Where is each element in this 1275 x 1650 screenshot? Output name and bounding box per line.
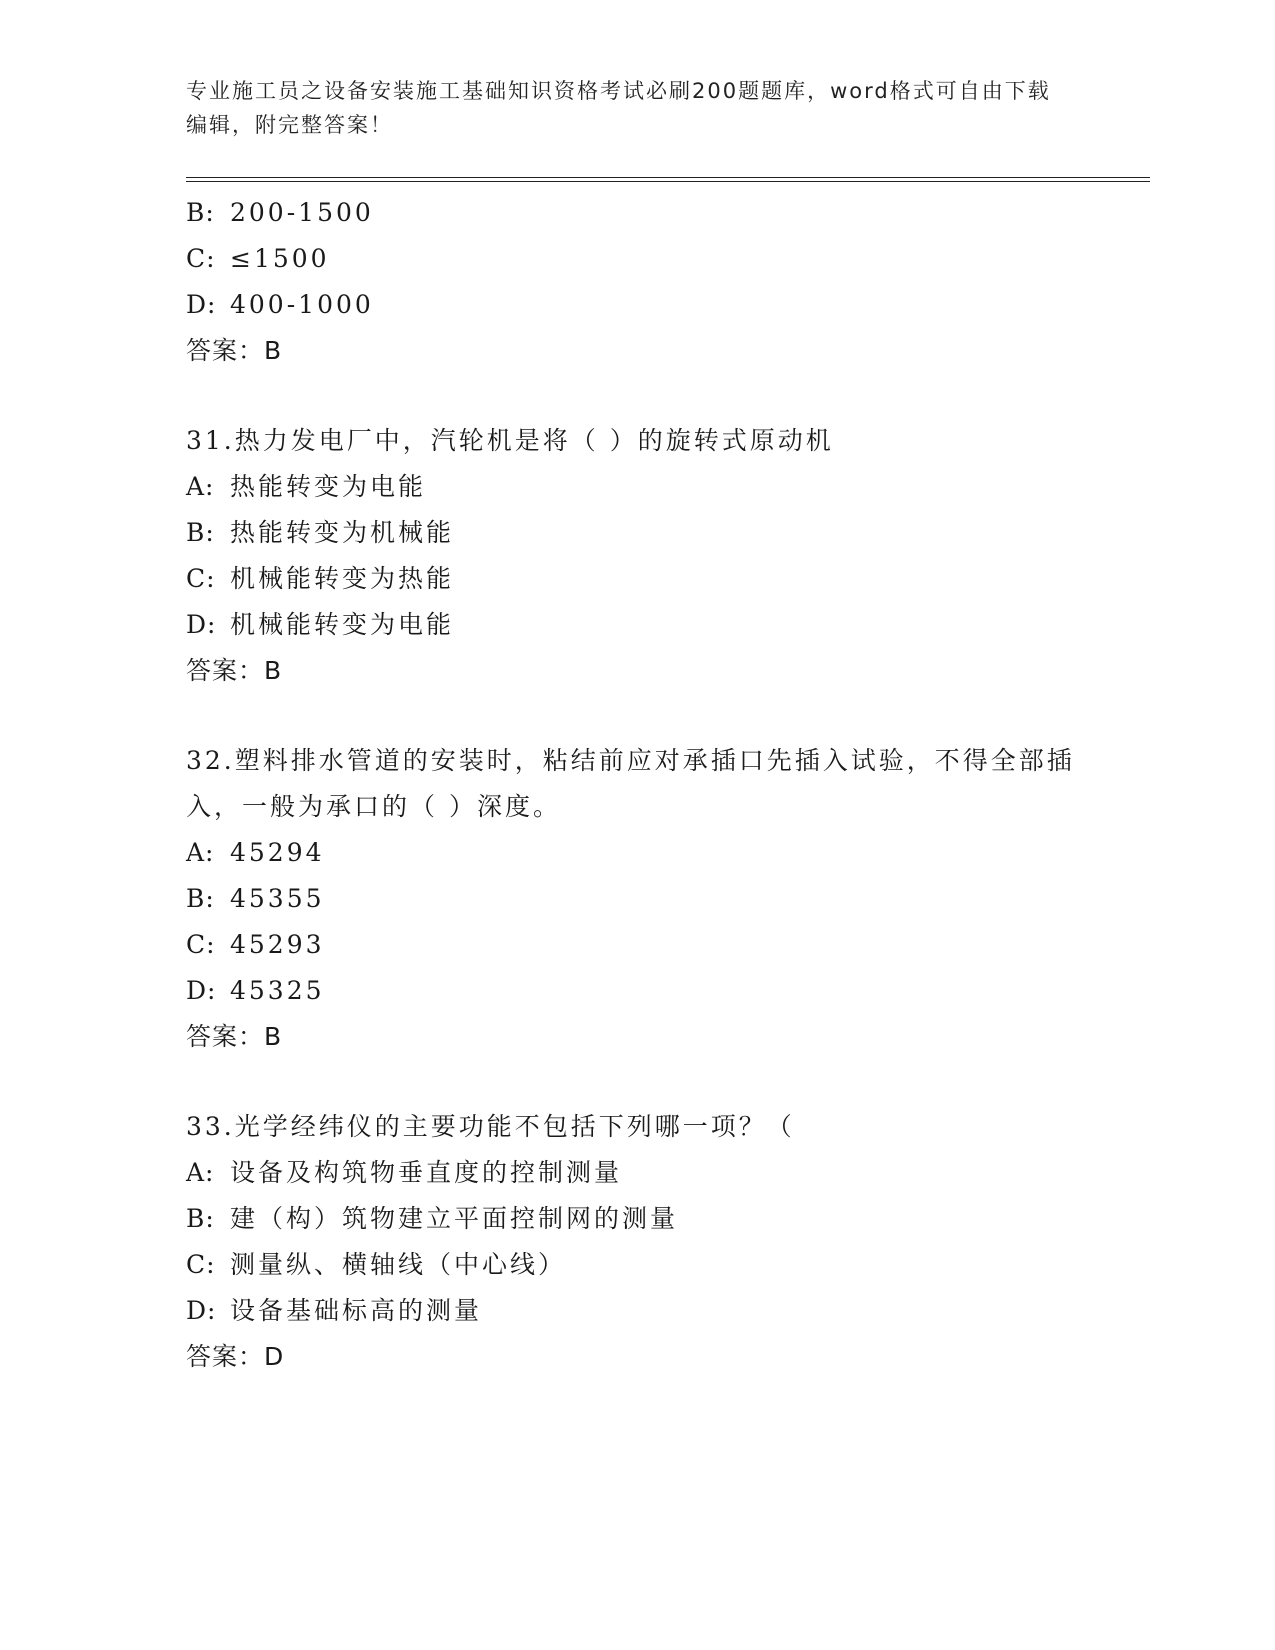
option-row bbox=[186, 968, 1126, 1014]
option-row bbox=[186, 282, 1126, 328]
option-text: 设备基础标高的测量 bbox=[230, 1296, 483, 1325]
answer-line: 答案：D bbox=[186, 1342, 285, 1371]
option-key: B: bbox=[186, 198, 215, 227]
option-row bbox=[186, 922, 1126, 968]
question-block-30-tail bbox=[186, 190, 1126, 374]
header-divider bbox=[186, 177, 1150, 182]
question-stem: 33.光学经纬仪的主要功能不包括下列哪一项？（ bbox=[186, 1112, 795, 1141]
option-key: C: bbox=[186, 930, 216, 959]
question-list bbox=[186, 190, 1126, 1380]
option-row bbox=[186, 602, 1126, 648]
option-row bbox=[186, 236, 1126, 282]
option-text: 45355 bbox=[230, 884, 325, 913]
option-text: 建（构）筑物建立平面控制网的测量 bbox=[230, 1204, 679, 1233]
option-text: 200-1500 bbox=[230, 198, 374, 227]
option-text: 设备及构筑物垂直度的控制测量 bbox=[230, 1158, 623, 1187]
option-row bbox=[186, 556, 1126, 602]
option-key: C: bbox=[186, 564, 216, 593]
option-key: C: bbox=[186, 1250, 216, 1279]
question-stem: 32.塑料排水管道的安装时，粘结前应对承插口先插入试验，不得全部插入，一般为承口的（ ）深度。 bbox=[186, 746, 1075, 821]
option-text: 400-1000 bbox=[230, 290, 374, 319]
answer-line: 答案：B bbox=[186, 1022, 283, 1051]
option-row bbox=[186, 464, 1126, 510]
option-text: 热能转变为机械能 bbox=[230, 518, 455, 547]
option-text: 测量纵、横轴线（中心线） bbox=[230, 1250, 567, 1279]
option-text: 机械能转变为热能 bbox=[230, 564, 455, 593]
option-row bbox=[186, 190, 1126, 236]
question-block-31 bbox=[186, 418, 1126, 694]
option-key: B: bbox=[186, 1204, 215, 1233]
header-text: 专业施工员之设备安装施工基础知识资格考试必刷200题题库，word格式可自由下载编辑，附完整答案！ bbox=[186, 79, 1051, 137]
option-key: A: bbox=[186, 472, 215, 501]
option-key: C: bbox=[186, 244, 216, 273]
option-text: 机械能转变为电能 bbox=[230, 610, 455, 639]
answer-line: 答案：B bbox=[186, 656, 283, 685]
option-row bbox=[186, 830, 1126, 876]
option-key: B: bbox=[186, 884, 215, 913]
question-stem: 31.热力发电厂中，汽轮机是将（ ）的旋转式原动机 bbox=[186, 426, 834, 455]
option-key: A: bbox=[186, 1158, 215, 1187]
option-row bbox=[186, 876, 1126, 922]
option-text: ≤1500 bbox=[230, 244, 330, 273]
option-text: 热能转变为电能 bbox=[230, 472, 427, 501]
option-key: B: bbox=[186, 518, 215, 547]
option-key: D: bbox=[186, 290, 217, 319]
question-block-33 bbox=[186, 1104, 1126, 1380]
option-key: D: bbox=[186, 1296, 217, 1325]
option-text: 45294 bbox=[230, 838, 325, 867]
option-row bbox=[186, 510, 1126, 556]
option-key: A: bbox=[186, 838, 215, 867]
option-text: 45325 bbox=[230, 976, 325, 1005]
answer-line: 答案：B bbox=[186, 336, 283, 365]
option-key: D: bbox=[186, 610, 217, 639]
option-key: D: bbox=[186, 976, 217, 1005]
option-row bbox=[186, 1242, 1126, 1288]
option-row bbox=[186, 1288, 1126, 1334]
option-row bbox=[186, 1150, 1126, 1196]
question-block-32 bbox=[186, 738, 1126, 1060]
page-header bbox=[186, 74, 1066, 142]
option-text: 45293 bbox=[230, 930, 325, 959]
option-row bbox=[186, 1196, 1126, 1242]
